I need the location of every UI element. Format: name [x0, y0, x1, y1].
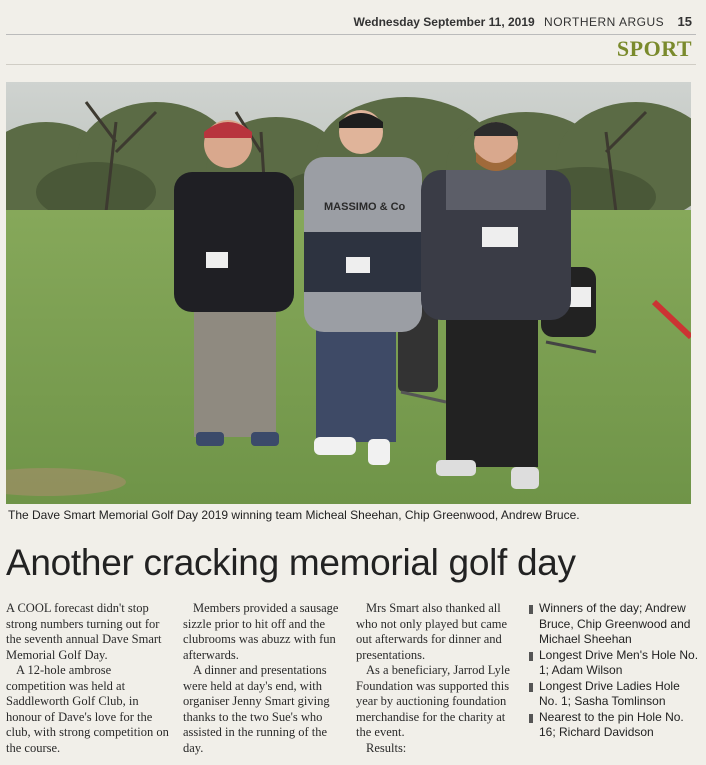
hoodie-print: MASSIMO & Co — [324, 201, 406, 213]
result-item: Nearest to the pin Hole No. 16; Richard Davidson — [528, 710, 700, 741]
team-photo — [6, 82, 691, 504]
result-item: Longest Drive Ladies Hole No. 1; Sasha Tomlinson — [528, 679, 700, 710]
article-column-1 — [6, 601, 170, 756]
paragraph: Results: — [366, 740, 407, 755]
paragraph: As a beneficiary, Jarrod Lyle Foundation was supported this year by auctioning foundation merchandise for the charity at the event. — [356, 663, 510, 739]
result-item: Longest Drive Men's Hole No. 1; Adam Wilson — [528, 648, 700, 679]
publication-name: NORTHERN ARGUS — [544, 15, 665, 29]
header-rule — [6, 34, 696, 35]
result-item: Winners of the day; Andrew Bruce, Chip Greenwood and Michael Sheehan — [528, 601, 700, 648]
results-list — [528, 601, 700, 741]
paragraph: Members provided a sausage sizzle prior to hit off and the clubrooms was abuzz with fun afterwards. — [183, 601, 339, 662]
masthead — [0, 14, 692, 29]
paragraph: A 12-hole ambrose competition was held at Saddleworth Golf Club, in honour of Dave's love for the club, with strong competition on the course. — [6, 663, 169, 755]
paragraph: A COOL forecast didn't stop strong numbers turning out for the seventh annual Dave Smart Memorial Golf Day. — [6, 601, 162, 662]
section-label: SPORT — [616, 36, 692, 61]
section-rule — [6, 64, 696, 65]
article-column-2 — [183, 601, 347, 756]
paragraph: A dinner and presentations were held at day's end, with organiser Jenny Smart giving thanks to the two Sue's who assisted in the running of the day. — [183, 663, 330, 755]
photo-caption: The Dave Smart Memorial Golf Day 2019 winning team Micheal Sheehan, Chip Greenwood, Andrew Bruce. — [8, 508, 580, 522]
article-headline: Another cracking memorial golf day — [6, 542, 576, 583]
issue-date: Wednesday September 11, 2019 — [353, 15, 535, 29]
paragraph: Mrs Smart also thanked all who not only played but came out afterwards for dinner and presentations. — [356, 601, 508, 662]
article-column-3 — [356, 601, 520, 756]
page-number: 15 — [677, 14, 692, 29]
